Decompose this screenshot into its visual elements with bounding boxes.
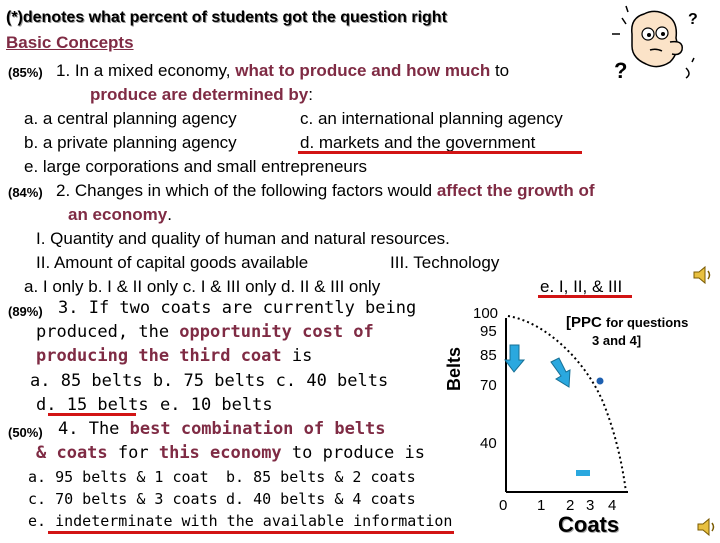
ppc-curve [508, 316, 626, 492]
q1-option-a: a. a central planning agency [24, 109, 237, 128]
q2-option-e: e. I, II, & III [540, 277, 623, 296]
q3-option-e: e. 10 belts [160, 395, 273, 415]
q2-answer-choices: a. I only b. I & II only c. I & III only d. II & III only [24, 277, 381, 296]
q4-option-a: a. 95 belts & 1 coat [28, 468, 209, 486]
q4-option-b: b. 85 belts & 2 coats [226, 468, 416, 486]
q4-key-phrase-3: this economy [158, 443, 282, 463]
section-title: Basic Concepts [6, 33, 134, 52]
q1-text-c: to [490, 61, 510, 80]
svg-text:?: ? [614, 58, 628, 83]
q4-option-c: c. 70 belts & 3 coats [28, 490, 218, 508]
q3-key-phrase: opportunity cost of [179, 322, 374, 342]
q1-key-phrase-2: produce are determined by [90, 85, 309, 104]
q1-option-c: c. an international planning agency [300, 109, 563, 128]
q2-item-3: III. Technology [390, 253, 500, 272]
q4-option-e-prefix: e. [28, 512, 56, 530]
q3-option-d: d. 15 belts [36, 395, 149, 415]
q4-option-d: d. 40 belts & 4 coats [226, 490, 416, 508]
q4-key-phrase: best combination of belts [129, 419, 386, 439]
q2-text-a: 2. Changes in which of the following factors would [56, 181, 437, 200]
y-tick-label: 40 [480, 435, 497, 452]
marker-arrow-1 [505, 345, 524, 372]
q1-option-b: b. a private planning agency [24, 133, 237, 152]
q1-percent: (85%) [8, 65, 43, 80]
graph-subtitle: 3 and 4] [592, 333, 642, 348]
q1-colon: : [308, 85, 313, 104]
y-tick-label: 70 [480, 377, 497, 394]
q3-key-phrase-2: producing the third coat [36, 346, 282, 366]
y-tick-label: 95 [480, 323, 497, 340]
graph-title-a: [PPC [566, 314, 602, 331]
marker-dash [576, 470, 590, 476]
ppc-point [597, 378, 604, 385]
y-tick-label: 85 [480, 347, 497, 364]
q2-percent: (84%) [8, 185, 43, 200]
q2-key-phrase: affect the growth of [436, 181, 595, 200]
y-tick-label: 100 [473, 305, 499, 322]
q2-key-phrase-2: an economy [68, 205, 168, 224]
q4-key-phrase-2: & coats [36, 443, 108, 463]
marker-arrow-2 [551, 358, 570, 387]
q1-option-e: e. large corporations and small entrepreneurs [24, 157, 368, 176]
x-tick-label: 4 [608, 497, 617, 514]
x-axis-label: Coats [558, 512, 620, 537]
x-tick-label: 0 [499, 497, 508, 514]
y-axis-label: Belts [444, 346, 465, 392]
x-tick-label: 1 [537, 497, 546, 514]
q3-percent: (89%) [8, 304, 43, 319]
q2-item-2: II. Amount of capital goods available [36, 253, 309, 272]
q4-text-for: for [107, 443, 159, 463]
q3-options-abc: a. 85 belts b. 75 belts c. 40 belts [30, 371, 389, 391]
q2-item-1: I. Quantity and quality of human and natural resources. [36, 229, 450, 248]
q1-text-a: 1. In a mixed economy, [56, 61, 236, 80]
q4-percent: (50%) [8, 425, 43, 440]
svg-text:?: ? [688, 11, 698, 28]
q3-text-is: is [281, 346, 313, 366]
q1-key-phrase: what to produce and how much [235, 61, 491, 80]
q3-text-a: produced, the [36, 322, 180, 342]
q4-option-e-text: indeterminate with the available information [55, 512, 453, 530]
q4-text-a: 4. The [58, 419, 130, 439]
x-tick-label: 2 [566, 497, 575, 514]
q3-stem-line1: 3. If two coats are currently being [58, 298, 417, 318]
q1-option-d: d. markets and the government [300, 133, 536, 152]
x-tick-label: 3 [586, 497, 595, 514]
percent-legend: (*)denotes what percent of students got the question right [6, 9, 447, 26]
q2-period: . [167, 205, 172, 224]
q4-text-tail: to produce is [281, 443, 425, 463]
graph-title-b: for questions [606, 315, 689, 330]
